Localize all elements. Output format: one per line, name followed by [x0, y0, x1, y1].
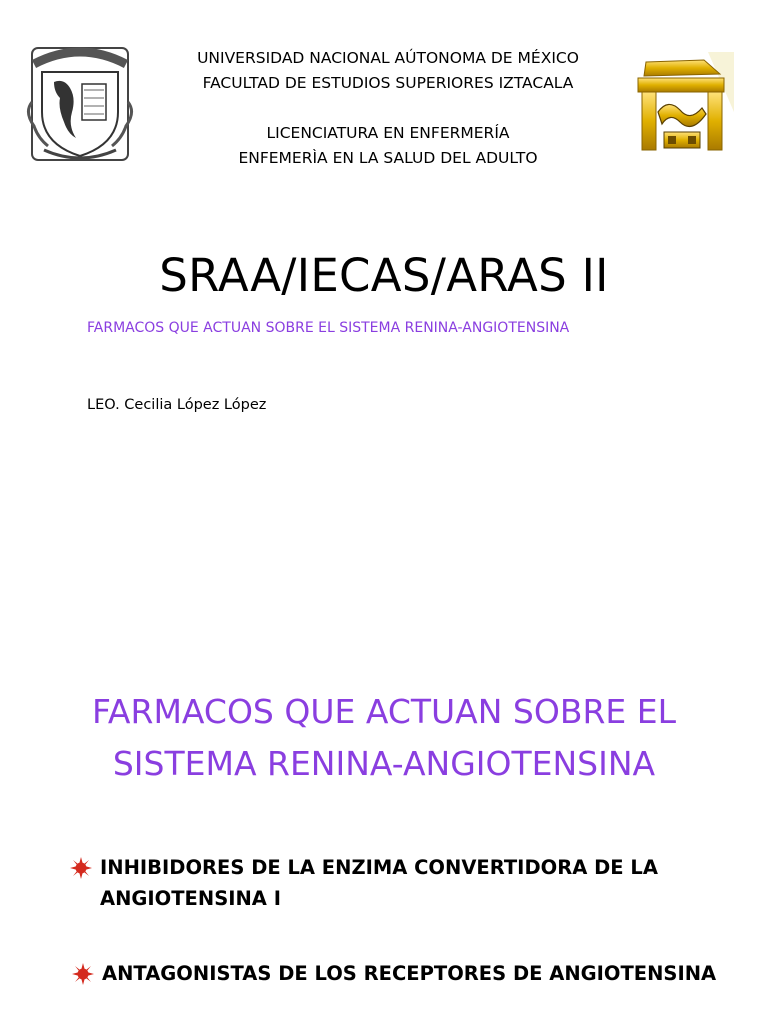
list-item: [72, 958, 732, 989]
degree-name: LICENCIATURA EN ENFERMERÍA: [266, 124, 510, 142]
bullet-text-line2: ANGIOTENSINA I: [100, 887, 281, 910]
faculty-name: FACULTAD DE ESTUDIOS SUPERIORES IZTACALA: [202, 74, 574, 92]
page-subtitle: FARMACOS QUE ACTUAN SOBRE EL SISTEMA RENINA-ANGIOTENSINA: [87, 320, 570, 336]
bullet-burst-icon: [70, 857, 92, 879]
author-name: LEO. Cecilia López López: [87, 397, 267, 413]
institution-header: [140, 46, 636, 171]
fes-iztacala-logo-icon: [628, 52, 736, 156]
course-name: ENFEMERÌA EN LA SALUD DEL ADULTO: [238, 149, 538, 167]
section-heading: [0, 686, 768, 790]
section-heading-line2: SISTEMA RENINA-ANGIOTENSINA: [112, 744, 656, 783]
bullet-text-line1: ANTAGONISTAS DE LOS RECEPTORES DE ANGIOTENSINA: [102, 962, 717, 985]
university-name: UNIVERSIDAD NACIONAL AÚTONOMA DE MÉXICO: [197, 49, 579, 67]
bullet-text-line1: INHIBIDORES DE LA ENZIMA CONVERTIDORA DE LA: [100, 856, 658, 879]
page-title: SRAA/IECAS/ARAS II: [159, 249, 609, 302]
list-item: [70, 852, 690, 914]
section-heading-line1: FARMACOS QUE ACTUAN SOBRE EL: [91, 692, 676, 731]
bullet-burst-icon: [72, 963, 94, 985]
unam-seal-icon: [24, 42, 136, 166]
